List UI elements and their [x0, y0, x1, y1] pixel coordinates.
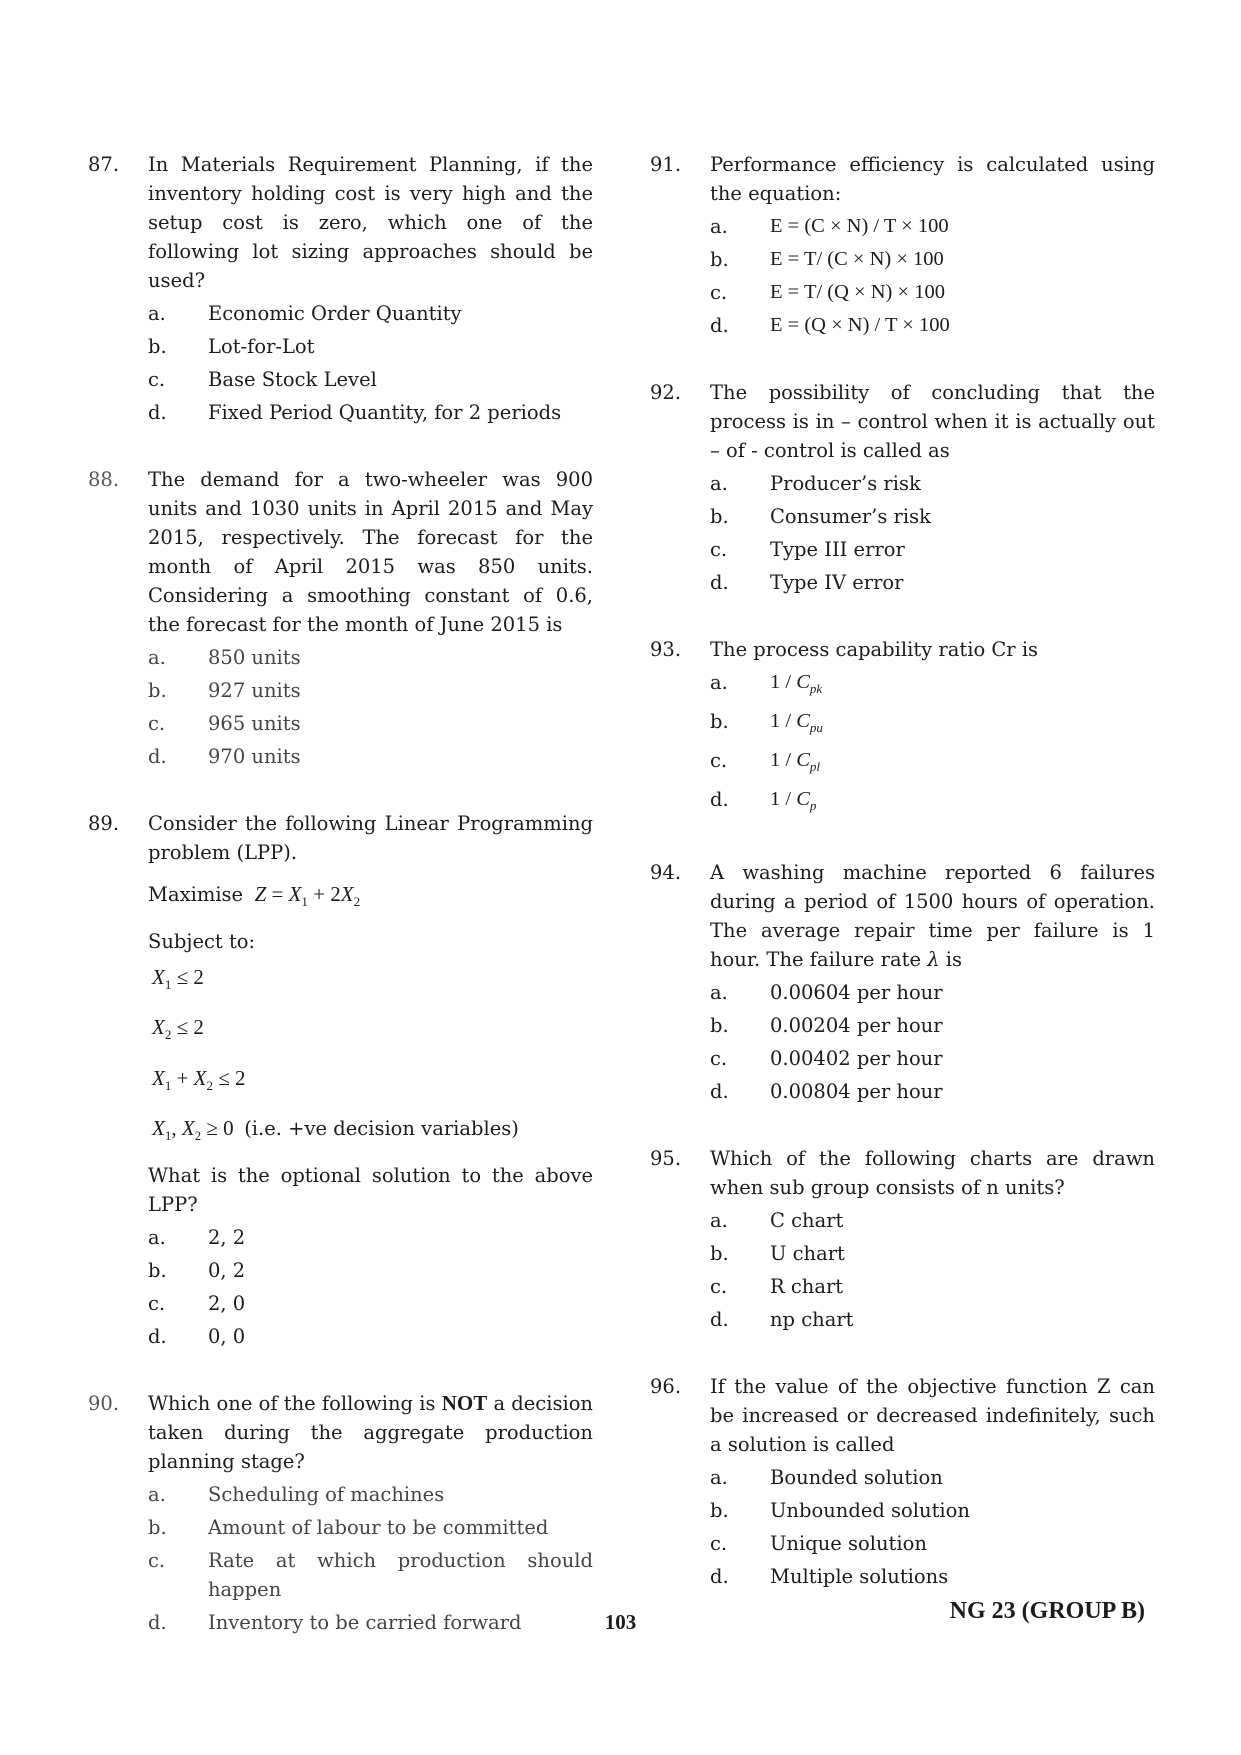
objective-function: Maximise $Z = X_1 + 2X_2$ [148, 882, 361, 910]
question-number: 96. [650, 1375, 682, 1399]
option-c: c. $1 / C_{pl}$ [710, 749, 821, 775]
option-b: b. Unbounded solution [710, 1499, 970, 1523]
question-text: What is the optional solution to the above LPP? [148, 1163, 593, 1216]
question-number: 87. [88, 153, 120, 176]
question-number: 91. [650, 153, 682, 176]
question-96 [650, 1372, 1155, 1591]
question-89 [88, 809, 593, 1351]
option-a: a. Bounded solution [710, 1466, 943, 1490]
question-number: 93. [650, 638, 682, 661]
question-number: 95. [650, 1147, 682, 1171]
options-list [710, 469, 1155, 597]
option-d: d. Multiple solutions [710, 1565, 949, 1589]
question-90 [88, 1389, 593, 1637]
question-92 [650, 378, 1155, 597]
option-b: b. $1 / C_{pu}$ [710, 710, 823, 736]
constraint-nonnegativity: $X_1$, $X_2 \ge 0$ (i.e. +ve decision variables) [152, 1115, 519, 1143]
question-88 [88, 465, 593, 771]
options-list [148, 1223, 593, 1351]
option-a: a. 0.00604 per hour [710, 981, 943, 1005]
lambda-symbol: λ [927, 948, 940, 972]
options-list [710, 212, 1155, 340]
option-b: b. 0, 2 [148, 1258, 246, 1282]
options-list [710, 1463, 1155, 1591]
question-stem: If the value of the objective function Z can be increased or decreased indefinitely, such a solution is called [710, 1375, 1155, 1457]
option-b: b. 0.00204 per hour [710, 1014, 943, 1038]
question-95 [650, 1144, 1155, 1334]
page-number: 103 [604, 1610, 637, 1634]
option-a: a. Scheduling of machines [148, 1482, 445, 1506]
option-c: c. 0.00402 per hour [710, 1047, 943, 1071]
option-a: a. 2, 2 [148, 1225, 246, 1249]
option-c: c. Type III error [710, 538, 905, 561]
option-c: c. Unique solution [710, 1532, 927, 1556]
question-stem: Which one of the following is NOT a decision taken during the aggregate production planning stage? [148, 1390, 593, 1473]
question-number: 92. [650, 381, 682, 404]
option-d: d. 0.00804 per hour [710, 1080, 943, 1104]
question-stem: Which of the following charts are drawn when sub group consists of n units? [710, 1147, 1155, 1200]
option-d: d. $1 / C_p$ [710, 788, 817, 814]
option-b: b. U chart [710, 1242, 845, 1266]
question-94 [650, 858, 1155, 1106]
option-a: a. Producer’s risk [710, 472, 921, 495]
option-b: b. Consumer’s risk [710, 505, 931, 528]
option-a: a. C chart [710, 1209, 844, 1233]
question-stem: The process capability ratio Cr is [710, 638, 1039, 661]
option-c: c. Rate at which production should happen [148, 1548, 593, 1601]
option-d: d. 0, 0 [148, 1324, 246, 1348]
options-list [710, 668, 1155, 820]
option-d: d. Fixed Period Quantity, for 2 periods [148, 401, 562, 424]
option-a: a. E = (C × N) / T × 100 [710, 215, 949, 238]
question-number: 90. [88, 1391, 120, 1415]
option-c: c. 965 units [148, 712, 301, 735]
option-c: c. 2, 0 [148, 1291, 246, 1315]
option-d: d. E = (Q × N) / T × 100 [710, 314, 950, 337]
option-d: d. np chart [710, 1308, 854, 1332]
constraint-2: $X_2 \le 2$ [152, 1015, 204, 1043]
left-column [88, 150, 593, 1675]
constraint-3: $X_1 + X_2 \le 2$ [152, 1065, 246, 1093]
question-91 [650, 150, 1155, 340]
paper-code: NG 23 (GROUP B) [949, 1598, 1145, 1624]
option-c: c. R chart [710, 1275, 844, 1299]
option-d: d. Type IV error [710, 571, 904, 594]
question-number: 94. [650, 861, 682, 885]
option-a: a. $1 / C_{pk}$ [710, 671, 823, 697]
option-b: b. E = T/ (C × N) × 100 [710, 248, 944, 271]
question-87 [88, 150, 593, 427]
option-b: b. Amount of labour to be committed [148, 1515, 549, 1539]
constraint-1: $X_1 \le 2$ [152, 965, 204, 993]
question-stem: In Materials Requirement Planning, if the inventory holding cost is very high and the setup cost is zero, which one of the following lot sizing approaches should be used? [148, 153, 593, 292]
question-stem: Performance efficiency is calculated using the equation: [710, 153, 1155, 205]
question-number: 88. [88, 468, 120, 491]
options-list [710, 1206, 1155, 1334]
question-stem: The possibility of concluding that the process is in – control when it is actually out – of - control is called as [710, 381, 1155, 462]
options-list [710, 978, 1155, 1106]
question-stem: Consider the following Linear Programming problem (LPP). [148, 812, 593, 864]
option-c: c. Base Stock Level [148, 368, 377, 391]
right-column [650, 150, 1155, 1629]
question-stem: The demand for a two-wheeler was 900 units and 1030 units in April 2015 and May 2015, respectively. The forecast for the month of April 2015 was 850 units. Considering a smoothing constant of 0.6, the forecast for the month of June 2015 is [148, 468, 593, 636]
question-number: 89. [88, 812, 120, 835]
option-a: a. 850 units [148, 646, 301, 669]
option-d: d. Inventory to be carried forward [148, 1610, 522, 1634]
emphasis-not: NOT [441, 1390, 488, 1415]
objective-equation: $Z = X_1 + 2X_2$ [254, 882, 361, 910]
option-b: b. Lot-for-Lot [148, 335, 315, 358]
options-list [148, 643, 593, 771]
question-stem: A washing machine reported 6 failures during a period of 1500 hours of operation. The average repair time per failure is 1 hour. The failure rate λ is [710, 861, 1155, 972]
option-d: d. 970 units [148, 745, 301, 768]
subject-to-label: Subject to: [148, 930, 256, 954]
option-b: b. 927 units [148, 679, 301, 702]
question-93 [650, 635, 1155, 820]
option-c: c. E = T/ (Q × N) × 100 [710, 281, 945, 304]
options-list [148, 299, 593, 427]
option-a: a. Economic Order Quantity [148, 302, 462, 325]
